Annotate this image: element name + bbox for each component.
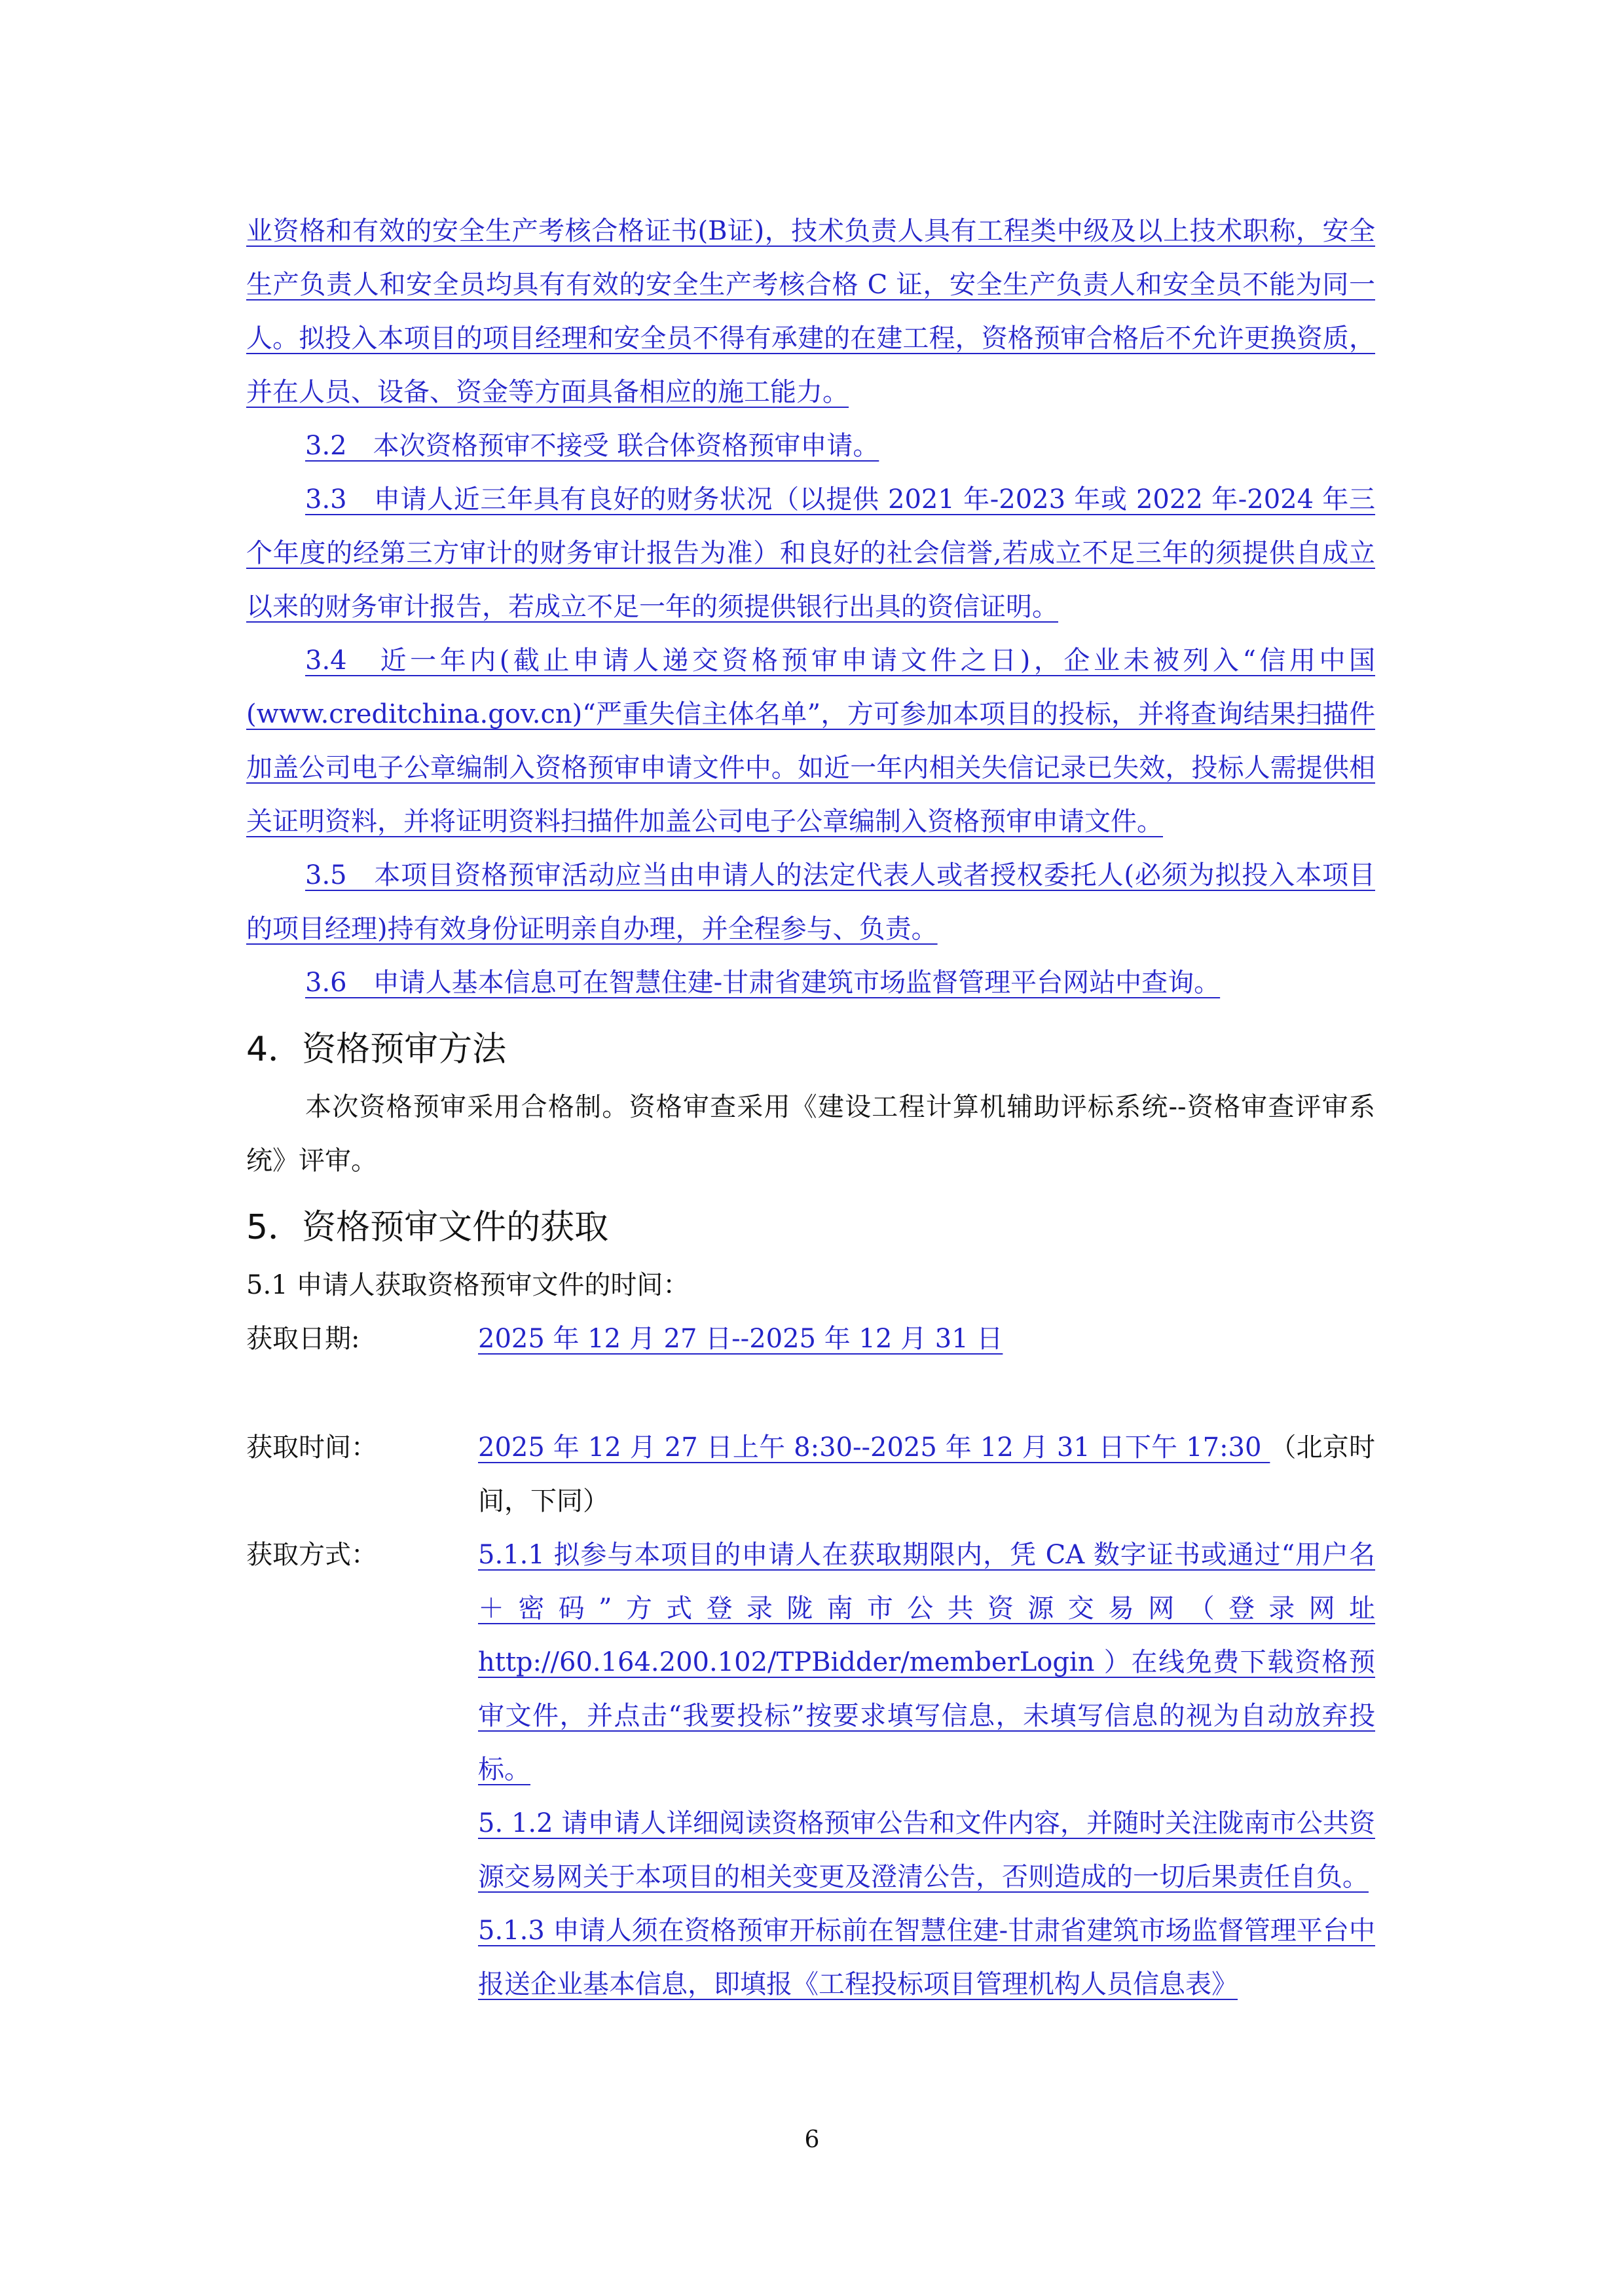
acquire-time-value: 2025 年 12 月 27 日上午 8:30--2025 年 12 月 31 日下午 17:30: [478, 1432, 1270, 1463]
acquire-date-label: 获取日期:: [246, 1324, 360, 1354]
page-content: [246, 204, 1375, 2011]
section-4-text: 本次资格预审采用合格制。资格审查采用《建设工程计算机辅助评标系统--资格审查评审系统》评审。: [246, 1092, 1375, 1176]
page-number: 6: [804, 2126, 820, 2153]
clause-3-6: 3.6 申请人基本信息可在智慧住建-甘肃省建筑市场监督管理平台网站中查询。: [305, 968, 1221, 998]
acquire-time-row: [246, 1421, 1375, 1528]
acquire-method-label: 获取方式：: [246, 1540, 377, 1570]
acquire-time-label: 获取时间：: [246, 1432, 377, 1463]
clause-3-4: 3.4 近一年内(截止申请人递交资格预审申请文件之日)，企业未被列入“信用中国(www.creditchina.gov.cn)“严重失信主体名单”，方可参加本项目的投标，并将查询结果扫描件加盖公司电子公章编制入资格预审申请文件中。如近一年内相关失信记录已失效，投标人需提供相关证明资料，并将证明资料扫描件加盖公司电子公章编制入资格预审申请文件。: [246, 646, 1375, 837]
acquire-method-row: [246, 1528, 1375, 2011]
clause-3-2: 3.2 本次资格预审不接受 联合体资格预审申请。: [305, 431, 879, 461]
method-5-1-2: 5. 1.2 请申请人详细阅读资格预审公告和文件内容，并随时关注陇南市公共资源交易网关于本项目的相关变更及澄清公告，否则造成的一切后果责任自负。: [478, 1808, 1375, 1892]
section-4-heading: 4．资格预审方法: [246, 1030, 507, 1069]
acquire-date-value: 2025 年 12 月 27 日--2025 年 12 月 31 日: [478, 1324, 1003, 1354]
section-5-1-label: 5.1 申请人获取资格预审文件的时间：: [246, 1270, 690, 1300]
acquire-date-row: [246, 1312, 1375, 1366]
method-5-1-1: 5.1.1 拟参与本项目的申请人在获取期限内，凭 CA 数字证书或通过“用户名＋密码”方式登录陇南市公共资源交易网（登录网址 http://60.164.200.102/TPBidder/memberLogin ）在线免费下载资格预审文件，并点击“我要投标”按要求填写信息，未填写信息的视为自动放弃投标。: [478, 1540, 1375, 1785]
clause-3-3: 3.3 申请人近三年具有良好的财务状况（以提供 2021 年-2023 年或 2022 年-2024 年三个年度的经第三方审计的财务审计报告为准）和良好的社会信誉,若成立不足三年的须提供自成立以来的财务审计报告，若成立不足一年的须提供银行出具的资信证明。: [246, 484, 1375, 622]
section-5-heading: 5．资格预审文件的获取: [246, 1208, 609, 1247]
clause-3-5: 3.5 本项目资格预审活动应当由申请人的法定代表人或者授权委托人(必须为拟投入本项目的项目经理)持有效身份证明亲自办理，并全程参与、负责。: [246, 860, 1375, 944]
acquire-time-suffix: （北京时间，下同）: [478, 1432, 1376, 1516]
qualification-paragraph: 业资格和有效的安全生产考核合格证书(B证)，技术负责人具有工程类中级及以上技术职称，安全生产负责人和安全员均具有有效的安全生产考核合格 C 证，安全生产负责人和安全员不能为同一人。拟投入本项目的项目经理和安全员不得有承建的在建工程，资格预审合格后不允许更换资质，并在人员、设备、资金等方面具备相应的施工能力。: [246, 216, 1375, 407]
method-5-1-3: 5.1.3 申请人须在资格预审开标前在智慧住建-甘肃省建筑市场监督管理平台中报送企业基本信息，即填报《工程投标项目管理机构人员信息表》: [478, 1916, 1375, 1999]
